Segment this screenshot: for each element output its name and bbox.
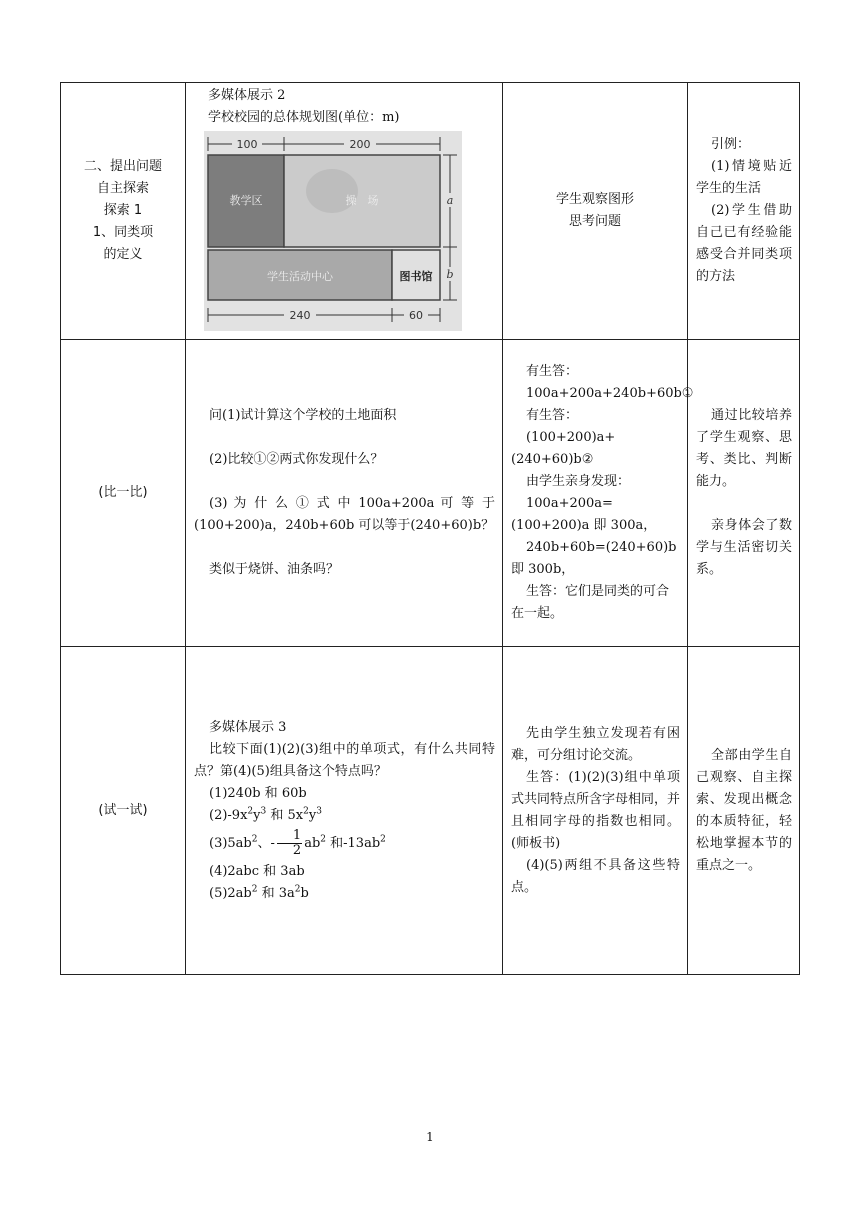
map-dim-100: 100 [236,138,258,151]
content-cell [186,340,503,647]
intent-paragraph: 亲身体会了数学与生活密切关系。 [696,518,792,577]
media-title: 多媒体展示 3 [209,719,287,735]
stage-label: (比一比) [98,485,148,500]
intent-line: 引例： [711,137,751,152]
stage-cell [61,83,186,340]
map-dim-60: 60 [409,309,423,322]
question-4: 类似于烧饼、油条吗？ [209,562,340,577]
stage-line: 1、同类项 [92,225,154,240]
media-title: 多媒体展示 2 [208,88,286,103]
content-cell [186,83,503,340]
student-paragraph: 先由学生独立发现若有困难，可分组讨论交流。 [511,725,680,763]
design-intent-cell [688,83,800,340]
student-line: 有生答： [526,364,579,379]
map-dim-240: 240 [289,309,311,322]
area-teaching-label: 教学区 [229,194,263,207]
compare-question: 比较下面(1)(2)(3)组中的单项式，有什么共同特点？第(4)(5)组具备这个特点吗？ [194,741,495,779]
design-intent-cell [688,647,800,975]
student-line: 100a+200a=(100+200)a 即 300a， [511,496,657,533]
student-line: (100+200)a+(240+60)b② [511,430,616,467]
student-line: 思考问题 [568,214,621,229]
stage-line: 自主探索 [96,181,149,196]
student-line: 由学生亲身发现： [526,474,631,489]
stage-line: 的定义 [103,247,143,262]
map-dim-200: 200 [349,138,371,151]
table-row [61,83,800,340]
campus-map-figure [204,131,462,331]
monomial-group-4: (4)2abc 和 3ab [209,863,305,879]
area-library-label: 图书馆 [399,270,433,283]
monomial-group-5: $(5)2ab^2$ 和 $3a^2b$ [209,884,309,901]
design-intent-cell [688,340,800,647]
map-dim-a: a [446,194,454,207]
monomial-group-1: (1)240b 和 60b [209,785,307,801]
student-line: 240b+60b=(240+60)b 即 300b， [511,540,677,577]
student-line: 生答：它们是同类的可合在一起。 [511,584,670,621]
student-line: 学生观察图形 [555,192,634,207]
question-3: (3) 为 什 么 ① 式 中 100a+200a 可 等 于 (100+200)a，240b+60b 可以等于(240+60)b？ [194,496,495,533]
student-line: 100a+200a+240b+60b① [526,386,694,401]
intent-paragraph: 通过比较培养了学生观察、思考、类比、判断能力。 [696,408,792,489]
student-paragraph: (4)(5)两组不具备这些特点。 [511,857,680,895]
stage-line: 探索 1 [103,203,143,218]
monomial-group-2: $(2)-9x^2y^3$ 和 $5x^2y^3$ [209,806,322,823]
fraction-half: $\frac{1}{2}$ [277,829,302,858]
student-paragraph: 生答：(1)(2)(3)组中单项式共同特点所含字母相同，并且相同字母的指数也相同。(师板书) [511,769,681,851]
question-1: 问(1)试计算这个学校的土地面积 [209,408,397,423]
student-line: 有生答： [526,408,579,423]
content-cell [186,647,503,975]
table-row [61,647,800,975]
table-row [61,340,800,647]
stage-label: (试一试) [98,802,148,818]
area-activity-label: 学生活动中心 [267,270,333,283]
stage-cell [61,647,186,975]
student-activity-cell [503,340,694,647]
map-caption: 学校校园的总体规划图(单位：m) [208,110,400,125]
campus-map [204,131,502,339]
monomial-group-3: $(3)5ab^2$、- $\frac{1}{2}$ $ab^2$ 和$-13ab^2$ [209,827,386,858]
question-2: (2)比较①②两式你发现什么？ [209,452,384,467]
area-field-label: 操 场 [345,194,379,207]
page-number: 1 [426,1130,434,1144]
student-activity-cell [503,83,688,340]
stage-line: 二、提出问题 [83,159,162,174]
intent-line: (1)情境贴近学生的生活 [696,159,792,196]
student-activity-cell [503,647,688,975]
lesson-plan-table [60,82,800,975]
intent-paragraph: 全部由学生自己观察、自主探索、发现出概念的本质特征，轻松地掌握本节的重点之一。 [696,747,792,873]
map-dim-b: b [446,268,454,281]
intent-line: (2)学生借助自己已有经验能感受合并同类项的方法 [696,203,792,284]
stage-cell [61,340,186,647]
